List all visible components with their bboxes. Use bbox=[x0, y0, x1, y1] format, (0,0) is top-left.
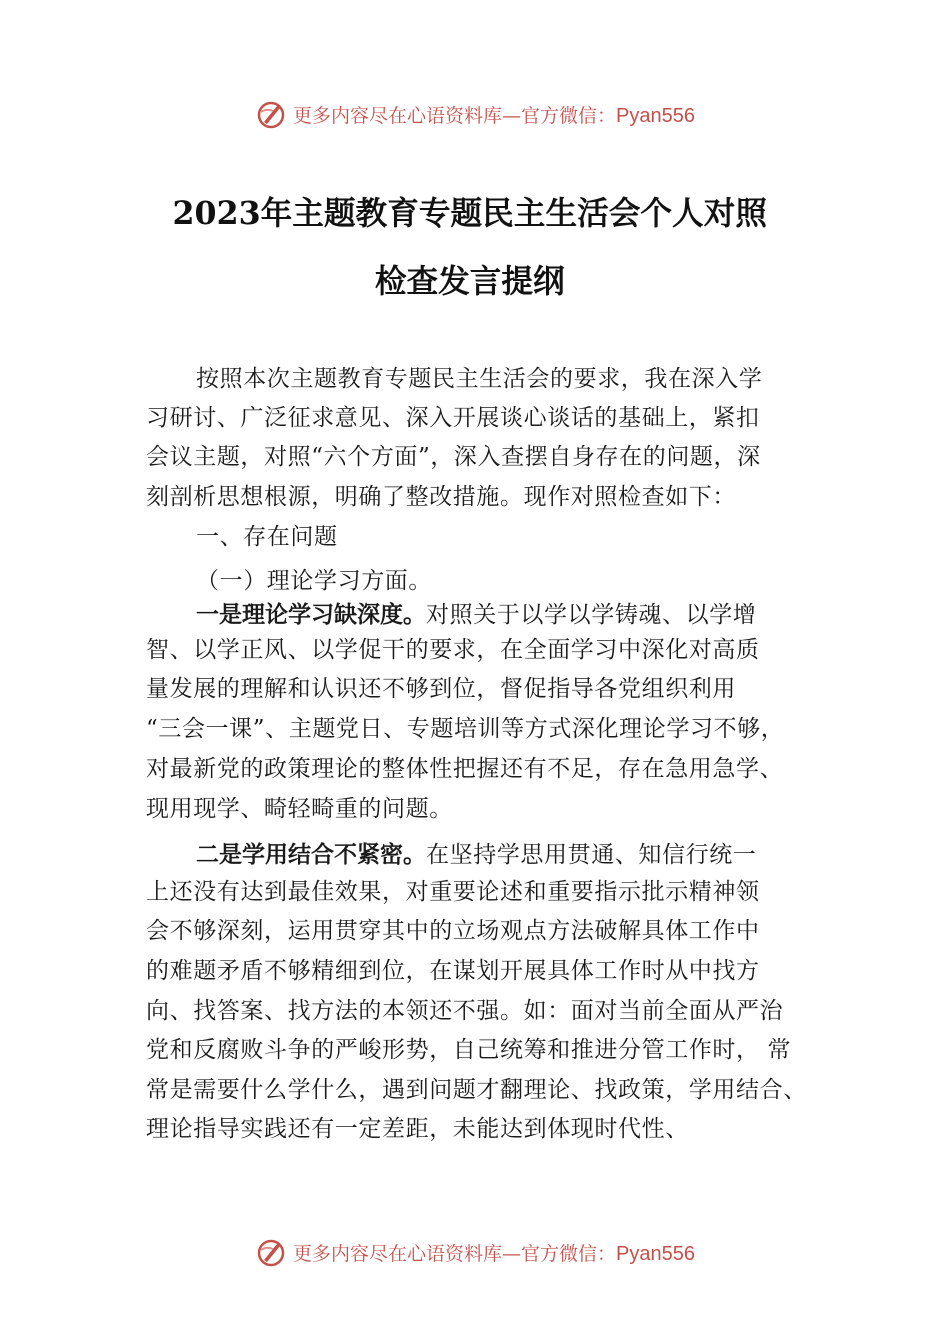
paragraph-line: “三会一课”、主题党日、专题培训等方式深化理论学习不够， bbox=[146, 716, 785, 742]
point-1-first-line: 一是理论学习缺深度。对照关于以学以学铸魂、以学增 bbox=[196, 602, 757, 628]
paragraph-line: 会不够深刻，运用贯穿其中的立场观点方法破解具体工作中 bbox=[146, 918, 760, 944]
paragraph-line: 刻剖析思想根源，明确了整改措施。现作对照检查如下： bbox=[146, 484, 736, 510]
pen-logo-icon bbox=[255, 98, 287, 130]
paragraph-line: 会议主题，对照“六个方面”，深入查摆自身存在的问题，深 bbox=[146, 444, 761, 470]
wechat-id: Pyan556 bbox=[616, 1242, 695, 1265]
paragraph-line: 向、找答案、找方法的本领还不强。如：面对当前全面从严治 bbox=[146, 998, 784, 1024]
paragraph-line: 智、以学正风、以学促干的要求，在全面学习中深化对高质 bbox=[146, 637, 760, 663]
paragraph-line: 量发展的理解和认识还不够到位，督促指导各党组织利用 bbox=[146, 676, 736, 702]
watermark-text: 更多内容尽在心语资料库—官方微信：Pyan556 bbox=[293, 1242, 695, 1265]
document-title-line-1: 2023年主题教育专题民主生活会个人对照 bbox=[172, 194, 768, 232]
paragraph-line: 习研讨、广泛征求意见、深入开展谈心谈话的基础上，紧扣 bbox=[146, 405, 760, 431]
wechat-id: Pyan556 bbox=[616, 104, 695, 127]
paragraph-line: 按照本次主题教育专题民主生活会的要求，我在深入学 bbox=[196, 366, 763, 392]
paragraph-line: 常是需要什么学什么，遇到问题才翻理论、找政策，学用结合、 bbox=[146, 1077, 807, 1103]
point-2-lead: 二是学用结合不紧密。 bbox=[196, 842, 426, 868]
document-title-line-2: 检查发言提纲 bbox=[374, 262, 565, 300]
paragraph-line: 现用现学、畸轻畸重的问题。 bbox=[146, 796, 453, 822]
paragraph-line: 理论指导实践还有一定差距，未能达到体现时代性、 bbox=[146, 1116, 689, 1142]
section-heading: 一、存在问题 bbox=[196, 524, 338, 550]
paragraph-line: 上还没有达到最佳效果，对重要论述和重要指示批示精神领 bbox=[146, 879, 760, 905]
header-watermark bbox=[0, 94, 950, 134]
paragraph-line: 对最新党的政策理论的整体性把握还有不足，存在急用急学、 bbox=[146, 756, 784, 782]
subsection-heading: （一）理论学习方面。 bbox=[196, 568, 432, 594]
paragraph-line: 党和反腐败斗争的严峻形势，自己统筹和推进分管工作时， 常 bbox=[146, 1037, 792, 1063]
paragraph-line: 的难题矛盾不够精细到位，在谋划开展具体工作时从中找方 bbox=[146, 958, 760, 984]
point-1-lead: 一是理论学习缺深度。 bbox=[196, 602, 426, 628]
pen-logo-icon bbox=[255, 1236, 287, 1268]
footer-watermark bbox=[0, 1232, 950, 1272]
watermark-text: 更多内容尽在心语资料库—官方微信：Pyan556 bbox=[293, 104, 695, 127]
point-2-first-line: 二是学用结合不紧密。在坚持学思用贯通、知信行统一 bbox=[196, 842, 757, 868]
